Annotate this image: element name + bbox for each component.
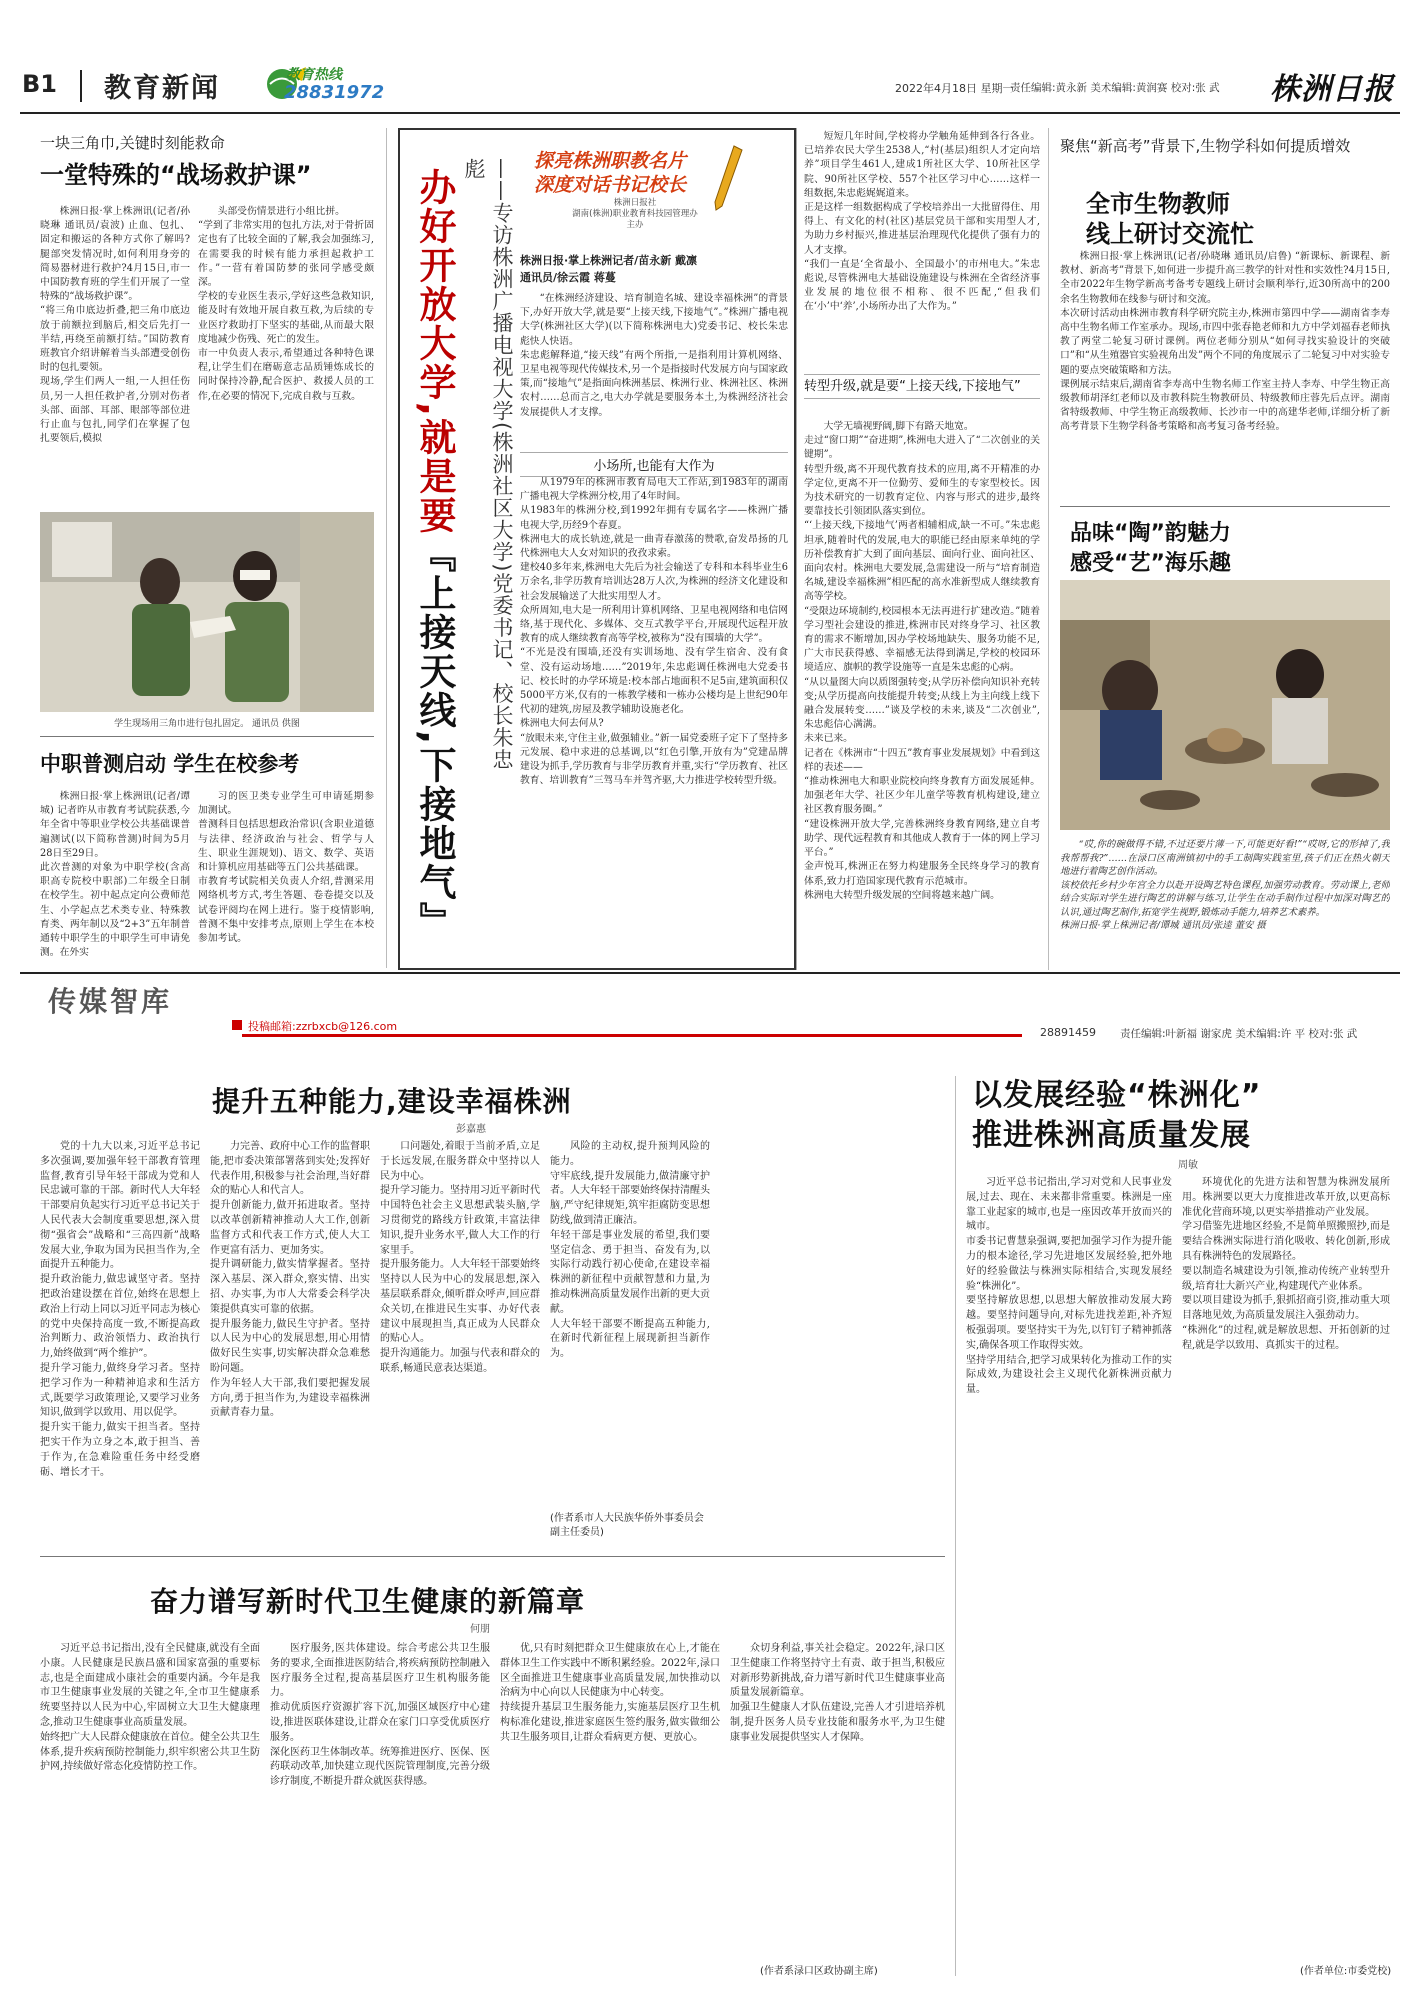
a4-title-line2: 线上研讨交流忙 (1086, 220, 1254, 248)
page-number: B1 (22, 70, 57, 98)
a1-photo-bandaging (40, 512, 374, 712)
a3-subtitle-vertical: ——专访株洲广播电视大学(株洲社区大学)党委书记、校长朱忠彪 (462, 158, 514, 771)
bottom-phone: 28891459 (1040, 1026, 1096, 1039)
a3-col1-body: 从1979年的株洲市教育局电大工作站,到1983年的湖南广播电视大学株洲分校,用了4年时间。 从1983年的株洲分校,到1992年拥有专属名字——株洲广播电视大学,历经9个春夏。 株洲电大的成长轨迹,就是一曲青春激荡的赞歌,奋发昂扬的几代株洲电大人女对知识的孜孜求索。 建校40多年来,株洲电大先后为社会输送了专科和本科毕业生6万余名,非学历教育培训达28万人次,为株洲的经济文化建设和社会发展输送了大批实用型人才。 众所周知,电大是一所利用计算机网络、卫星电视网络和电信网络,基于现代化、多媒体、交互式教学平台,开展现代远程开放教育的成人继续教育高等学校,被称为“没有围墙的大学”。 “不光是没有围墙,还没有实训场地、没有学生宿舍、没有食堂、没有运动场地……”2019年,朱忠彪调任株洲电大党委书记、校长时的办学环境是:校本部占地面积不足5亩,建筑面积仅5000平方米,仅有的一栋教学楼和一栋办公楼均是上世纪90年代初的建筑,房屋及教学辅助设施老化。 株洲电大何去何从? “放眼未来,守住主业,做强辅业。”新一届党委班子定下了坚持多元发展、稳中求进的总基调,以“红色引擎,开放有为”党建品牌建设为抓手,学历教育与非学历教育并重,实行“学历教育、社区教育、培训教育”三驾马车并驾齐驱,大力推进学校转型升级。 (520, 477, 788, 787)
a5-photo-pottery (1060, 580, 1390, 830)
b1-column-2: 力完善、政府中心工作的监督职能,把市委决策部署落到实处;发挥好代表作用,积极参与社会治理,当好群众的贴心人和代言人。 提升创新能力,做开拓进取者。坚持以改革创新精神推动人大工作,创新监督方式和代表工作方式,使人大工作更富有活力、更加务实。 提升调研能力,做实情掌握者。坚持深入基层、深入群众,察实情、出实招、办实事,为市人大常委会科学决策提供真实可靠的依据。 提升服务能力,做民生守护者。坚持以人民为中心的发展思想,用心用情做好民生实事,切实解决群众急难愁盼问题。 作为年轻人大干部,我们要把握发展方向,勇于担当作为,为建设幸福株洲贡献青春力量。 (210, 1141, 370, 1419)
b1-author: 彭嘉惠 (456, 1124, 486, 1135)
a3-byline: 株洲日报·掌上株洲记者/苗永新 戴凛 通讯员/徐云霞 蒋蔓 (520, 254, 698, 284)
b2-footer: (作者系渌口区政协副主席) (760, 1966, 878, 1977)
a5-title-line1: 品味“陶”韵魅力 (1070, 521, 1231, 546)
a3-col1-intro: “在株洲经济建设、培育制造名城、建设幸福株洲”的背景下,办好开放大学,就是要“上接天线,下接地气”。”株洲广播电视大学(株洲社区大学)(以下简称株洲电大)党委书记、校长朱忠彪快人快语。 朱忠彪解释道,“接天线”有两个所指,一是指利用计算机网络、卫星电视等现代传媒技术,另一个是指接时代发展方向与国家政策,而“接地气”是指面向株洲基层、株洲行业、株洲社区、株洲农村……总而言之,电大办学就是要服务本土,为株洲经济社会发展提供人才支撑。 (520, 293, 788, 418)
b2-column-2: 医疗服务,医共体建设。综合考虑公共卫生服务的要求,全面推进医防结合,将疾病预防控制融入医疗服务全过程,提高基层医疗卫生机构服务能力。 推动优质医疗资源扩容下沉,加强区域医疗中心建设,推进医联体建设,让群众在家门口享受优质医疗服务。 深化医药卫生体制改革。统筹推进医疗、医保、医药联动改革,加快建立现代医院管理制度,完善分级诊疗制度,不断提升群众就医获得感。 (270, 1643, 490, 1788)
a2-column-1: 株洲日报·掌上株洲讯(记者/谭城) 记者昨从市教育考试院获悉,今年全省中等职业学校公共基础课普遍测试(以下简称普测)时间为5月28日至29日。 此次普测的对象为中职学校(含高职高专院校中职部)二年级全日制在校学生。初中起点定向公费师范生、小学起点艺术类专业、特殊教育类、两年制以及“2+3”五年制普通转中职学生的中职学生可申请免测。在外实 (40, 791, 190, 959)
b1-column-4: 风险的主动权,提升预判风险的能力。 守牢底线,提升发展能力,做清廉守护者。人大年轻干部要始终保持清醒头脑,严守纪律规矩,筑牢拒腐防变思想防线,做到清正廉洁。 年轻干部是事业发展的希望,我们要坚定信念、勇于担当、奋发有为,以实际行动践行初心使命,在建设幸福株洲的新征程中贡献智慧和力量,为推动株洲高质量发展作出新的更大贡献。 人大年轻干部要不断提高五种能力,在新时代新征程上展现新担当新作为。 (550, 1141, 710, 1360)
hotline-number: 28831972 (284, 82, 385, 103)
b3-footer: (作者单位:市委党校) (1300, 1966, 1392, 1977)
b2-column-1: 习近平总书记指出,没有全民健康,就没有全面小康。人民健康是民族昌盛和国家富强的重要标志,也是全面建成小康社会的重要内涵。今年是我市卫生健康事业发展的关键之年,全市卫生健康系统要坚持以人民为中心,牢固树立大卫生大健康理念,推动卫生健康事业高质量发展。 始终把广大人民群众健康放在首位。健全公共卫生体系,提升疾病预防控制能力,织牢织密公共卫生防护网,持续做好常态化疫情防控工作。 (40, 1643, 260, 1773)
a3-subhead-1: 小场所,也能有大作为 (520, 452, 788, 477)
a5-title-line2: 感受“艺”海乐趣 (1070, 551, 1231, 576)
a3-title-red: 办好开放大学,就是要 (413, 168, 456, 536)
b1-footer: (作者系市人大民族华侨外事委员会副主任委员) (550, 1513, 704, 1538)
b3-author: 周敏 (1178, 1160, 1198, 1171)
b1-title: 提升五种能力,建设幸福株洲 (212, 1085, 572, 1118)
b2-column-4: 众切身利益,事关社会稳定。2022年,渌口区卫生健康工作将坚持守土有责、敢于担当,积极应对新形势新挑战,奋力谱写新时代卫生健康事业高质量发展新篇章。 加强卫生健康人才队伍建设,完善人才引进培养机制,提升医务人员专业技能和服务水平,为卫生健康事业发展提供坚实人才保障。 (730, 1643, 945, 1743)
header-divider (80, 70, 82, 102)
a3-title-quote: 『上接天线,下接地气』 (413, 535, 456, 942)
b2-author: 何朋 (470, 1624, 490, 1635)
a2-column-2: 习的医卫类专业学生可申请延期参加测试。 普测科目包括思想政治常识(含职业道德与法律、经济政治与社会、哲学与人生、职业生涯规划)、语文、数学、英语和计算机应用基础等五门公共基础课。 市教育考试院相关负责人介绍,普测采用网络机考方式,考生答题、卷卷提交以及试卷评阅均在网上进行。鉴于疫情影响,普测不集中安排考点,原则上学生在本校参加考试。 (198, 791, 374, 945)
section-title: 教育新闻 (104, 73, 220, 104)
page-header (0, 0, 1420, 118)
a3-col2-body: 大学无墙视野阔,脚下有路天地宽。 走过“窗口期”“奋进期”,株洲电大进入了“二次创业的关键期”。 转型升级,离不开现代教育技术的应用,离不开精准的办学定位,更离不开一位勤劳、爱师生的专家型校长。因为技术研究的一切教育定位、内容与形式的进步,最终要靠技长引领团队落实到位。 “‘上接天线,下接地气’两者相辅相成,缺一不可。”朱忠彪坦承,随着时代的发展,电大的职能已经由原来单纯的学历补偿教育扩大到了面向基层、面向行业、面向社区、面向农村。株洲电大要发展,急需建设一所与“培育制造名城,建设幸福株洲”相匹配的高水准新型成人继续教育高等学校。 “受限边环境制约,校园根本无法再进行扩建改造。”随着学习型社会建设的推进,株洲市民对终身学习、社区教育的需求不断增加,因办学校场地缺失、服务功能不足,广大市民获得感、幸福感无法得到满足,学校的校园环境适应、旗帜的教学设施等一直是朱忠彪的心病。 “从以量图大向以质图强转变;从学历补偿向知识补充转变;从学历提高向技能提升转变;从线上为主向线上线下融合发展转变……”谈及学校的未来,谈及“二次创业”,朱忠彪信心满满。 未来已来。 记者在《株洲市“十四五”教育事业发展规划》中看到这样的表述—— “推动株洲电大和职业院校向终身教育方面发展延伸。加强老年大学、社区少年儿童学等教育机构建设,建立社区教育服务圈。” “建设株洲开放大学,完善株洲终身教育网络,建立自考助学、现代远程教育和其他成人教育于一体的网上学习平台。” 金声悦耳,株洲正在努力构建服务全民终身学习的教育体系,致力打造国家现代教育示范城市。 株洲电大转型升级发展的空间将越来越广阔。 (804, 421, 1040, 901)
a3-col2-intro: 短短几年时间,学校将办学触角延伸到各行各业。已培养农民大学生2538人,“村(基层)组织人才定向培养”项目学生461人,建成1所社区大学、10所社区学院、90所社区学校、557个社区学习中心……这样一组数据,朱忠彪娓娓道来。 正是这样一组数据构成了学校培养出一大批留得住、用得上、有文化的村(社区)基层党员干部和实用型人才,为助力乡村振兴,推进基层治理现代化提供了强有力的人才支撑。 “我们一直是‘全省最小、全国最小’的市州电大。”朱忠彪说,尽管株洲电大基础设施建设与株洲在全省经济事业发展的地位很不相称、很不匹配,“但我们在‘小’中‘养’,小场所办出了大作为。” (804, 131, 1040, 313)
b3-title-line1: 以发展经验“株洲化” (972, 1078, 1262, 1113)
a4-body: 株洲日报·掌上株洲讯(记者/孙晓琳 通讯员/启鲁) “新课标、新课程、新教材、新高考”背景下,如何进一步提升高三教学的针对性和实效性?4月15日,全市2022年生物学新高考备考专题线上研讨会顺利举行,近30所高中的200余名生物教师在线参与研讨和交流。 本次研讨活动由株洲市教育科学研究院主办,株洲市第四中学——湖南省李寿高中生物名师工作室承办。现场,市四中张春艳老师和九方中学刘福春老师执教了两堂二轮复习研讨课例。两位老师分别从“如何寻找实验设计的突破口”和“从生殖器官实验视角出发”两个不同的角度展示了二轮复习中对实验专题的要点突破策略和方法。 课例展示结束后,湖南省李寿高中生物名师工作室主持人李寿、中学生物正高级教师胡泽红老师以及市教科院生物教研员、特级教师庄蓉先后点评。湖南省特级教师、中学生物正高级教师、长沙市一中的高建华老师,详细分析了新高考背景下生物学科备考策略和高考复习备考经验。 (1060, 251, 1390, 433)
a4-kicker: 聚焦“新高考”背景下,生物学科如何提质增效 (1060, 137, 1351, 155)
a1-column-2: 头部受伤情景进行小组比拼。 “学到了非常实用的包扎方法,对于骨折固定也有了比较全面的了解,我会加强练习,在需要我的时候有能力承担起救护工作。”一营有着国防梦的张同学感受颇深。 学校的专业医生表示,学好这些急救知识,能及时有效地开展自救互救,为后续的专业医疗救助打下坚实的基础,从而最大限度地减少伤残、死亡的发生。 市一中负责人表示,希望通过各种特色课程,让学生们在磨砺意志品质锤炼成长的同时保持冷静,配合医护、救援人员的工作,在必要的情况下,完成自救与互救。 (198, 206, 374, 402)
b1-column-3: 口问题处,着眼于当前矛盾,立足于长远发展,在服务群众中坚持以人民为中心。 提升学习能力。坚持用习近平新时代中国特色社会主义思想武装头脑,学习贯彻党的路线方针政策,丰富法律知识,提升业务水平,做人大工作的行家里手。 提升服务能力。人大年轻干部要始终坚持以人民为中心的发展思想,深入基层联系群众,倾听群众呼声,回应群众关切,在推进民生实事、办好代表建议中展现担当,真正成为人民群众的贴心人。 提升沟通能力。加强与代表和群众的联系,畅通民意表达渠道。 (380, 1141, 540, 1374)
a1-kicker: 一块三角巾,关键时刻能救命 (40, 134, 225, 152)
series-sponsors: 株洲日报社 湖南(株洲)职业教育科技园管理办 主办 (572, 198, 698, 230)
b2-title: 奋力谱写新时代卫生健康的新篇章 (150, 1585, 586, 1618)
a3-subhead-2: 转型升级,就是要“上接天线,下接地气” (804, 374, 1040, 399)
b3-column-2: 环境优化的先进方法和智慧为株洲发展所用。株洲要以更大力度推进改革开放,以更高标准优化营商环境,以更实举措推动产业发展。 学习借鉴先进地区经验,不是简单照搬照抄,而是要结合株洲实际进行消化吸收、转化创新,形成具有株洲特色的发展路径。 要以制造名城建设为引领,推动传统产业转型升级,培育壮大新兴产业,构建现代产业体系。 要以项目建设为抓手,狠抓招商引资,推动重大项目落地见效,为高质量发展注入强劲动力。 “株洲化”的过程,就是解放思想、开拓创新的过程,就是学以致用、真抓实干的过程。 (1182, 1177, 1390, 1351)
a1-column-1: 株洲日报·掌上株洲讯(记者/孙晓琳 通讯员/袁波) 止血、包扎、固定和搬运的各种方式你了解吗?腿部突发情况时,如何利用身旁的简易器材进行救护?4月15日,市一中国防教育班的学生们开展了一堂特殊的“战场救护课”。 “将三角巾底边折叠,把三角巾底边放于前额拉到脑后,相交后先打一半结,再绕至前额打结。”国防教育班教官介绍讲解着当头部遭受创伤时的包扎要领。 现场,学生们两人一组,一人担任伤员,另一人担任救护者,分别对伤者头部、面部、耳部、眼部等部位进行止血与包扎,同学们在掌握了包扎要领后,模拟 (40, 206, 190, 445)
b3-title-line2: 推进株洲高质量发展 (972, 1118, 1251, 1153)
email-marker-icon (232, 1020, 242, 1030)
hotline-label: 教育热线 (286, 67, 342, 83)
a2-title: 中职普测启动 学生在校参考 (40, 752, 300, 776)
series-title-line1: 探亮株洲职教名片 (534, 150, 687, 172)
a5-caption: “哎,你的碗做得不错,不过还要片薄一下,可能更好看!”“哎呀,它的形掉了,我我帮帮我?”……在渌口区南洲镇初中的手工制陶实践室里,孩子们正在热火朝天地进行着陶艺创作活动。 该校依托乡村少年宫全力以赴开设陶艺特色课程,加强劳动教育。劳动课上,老师结合实际对学生进行陶艺的讲解与练习,让学生在动手制作过程中加深对陶艺的认识,通过陶艺制作,拓宽学生视野,锻炼动手能力,培养艺术素养。 株洲日报·掌上株洲记者/谭城 通讯员/张逵 董安 摄 (1060, 839, 1390, 931)
a1-title: 一堂特殊的“战场救护课” (40, 161, 312, 189)
bottom-editors: 责任编辑:叶新福 谢家虎 美术编辑:许 平 校对:张 武 (1120, 1028, 1358, 1040)
a3-title-vertical (412, 168, 456, 948)
a3-series-badge (520, 140, 752, 248)
header-editors: 责任编辑:黄永新 美术编辑:黄润赛 校对:张 武 (1010, 82, 1220, 94)
a1-photo-caption: 学生现场用三角巾进行包扎固定。 通讯员 供图 (114, 719, 300, 729)
series-pencil-icon (710, 144, 746, 214)
b2-column-3: 优,只有时刻把群众卫生健康放在心上,才能在群体卫生工作实践中不断积累经验。2022年,渌口区全面推进卫生健康事业高质量发展,加快推动以治病为中心向以人民健康为中心转变。 持续提升基层卫生服务能力,实施基层医疗卫生机构标准化建设,推进家庭医生签约服务,做实做细公共卫生服务项目,让群众看病更方便、更放心。 (500, 1643, 720, 1743)
bottom-red-bar (242, 1034, 1022, 1037)
b3-column-1: 习近平总书记指出,学习对党和人民事业发展,过去、现在、未来都非常重要。株洲是一座靠工业起家的城市,也是一座因改革开放而兴的城市。 市委书记曹慧泉强调,要把加强学习作为提升能力的根本途径,学习先进地区发展经验,把外地好的经验做法与株洲实际相结合,实现发展经验“株洲化”。 要坚持解放思想,以思想大解放推动发展大跨越。要坚持问题导向,对标先进找差距,补齐短板强弱项。要坚持实干为先,以钉钉子精神抓落实,确保各项工作取得实效。 坚持学用结合,把学习成果转化为推动工作的实际成效,为建设社会主义现代化新株洲贡献力量。 (966, 1177, 1172, 1396)
b1-column-1: 党的十九大以来,习近平总书记多次强调,要加强年轻干部教育管理监督,教育引导年轻干部成为党和人民忠诚可靠的干部。新时代人大年轻干部要肩负起实行习近平总书记关于人民代表大会制度重要思想,深入贯彻“强省会”战略和“三高四新”战略发展大业,争取为国为民担当作为,全面提升五种能力。 提升政治能力,做忠诚坚守者。坚持把政治建设摆在首位,始终在思想上政治上行动上同以习近平同志为核心的党中央保持高度一致,不断提高政治判断力、政治领悟力、政治执行力,始终做到“两个维护”。 提升学习能力,做终身学习者。坚持把学习作为一种精神追求和生活方式,既要学习政策理论,又要学习业务知识,做到学以致用、用以促学。 提升实干能力,做实干担当者。坚持把实干作为立身之本,敢于担当、善于作为,在急难险重任务中经受磨砺、增长才干。 (40, 1141, 200, 1478)
bottom-email: 投稿邮箱:zzrbxcb@126.com (248, 1020, 398, 1033)
series-title-line2: 深度对话书记校长 (534, 174, 687, 196)
bottom-section-title: 传媒智库 (48, 985, 173, 1018)
masthead-logo: 株洲日报 (1270, 72, 1394, 107)
issue-date: 2022年4月18日 星期一 (895, 82, 1014, 95)
a4-title-line1: 全市生物教师 (1086, 190, 1230, 218)
